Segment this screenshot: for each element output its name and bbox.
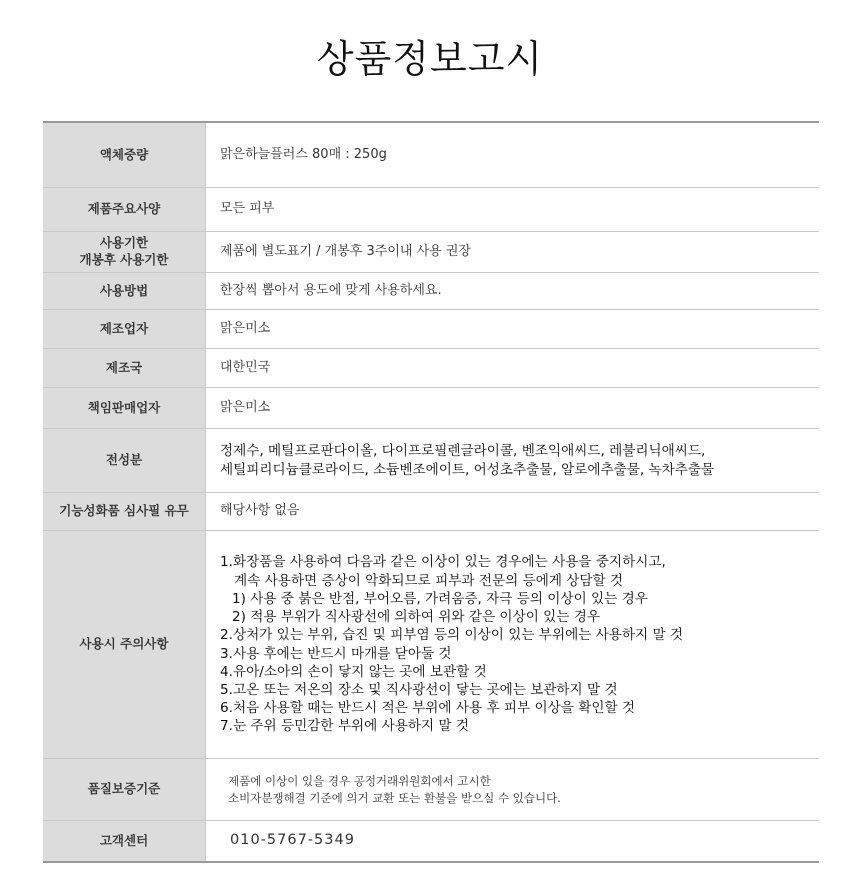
table-row <box>43 188 819 232</box>
ingredient-line: 정제수, 메틸프로판다이올, 다이프로필렌글라이콜, 벤조익애씨드, 레불리닉애씨드, <box>220 443 706 460</box>
guarantee-line: 소비자분쟁해결 기준에 의거 교환 또는 환불을 받으실 수 있습니다. <box>228 790 561 805</box>
row-label: 전성분 <box>43 429 206 492</box>
row-label: 제조국 <box>43 349 206 387</box>
row-value <box>206 759 819 820</box>
row-label: 책임판매업자 <box>43 388 206 428</box>
page-title: 상품정보고시 <box>316 37 544 81</box>
row-label: 사용방법 <box>43 273 206 309</box>
row-value: 맑은미소 <box>220 320 271 336</box>
caution-line: 4.유아/소아의 손이 닿지 않는 곳에 보관할 것 <box>220 663 487 680</box>
table-row <box>43 493 819 531</box>
row-label-line: 사용기한 <box>99 235 149 251</box>
caution-line: 5.고온 또는 저온의 장소 및 직사광선이 닿는 곳에는 보관하지 말 것 <box>220 681 618 698</box>
table-row <box>43 429 819 493</box>
row-value: 제품에 별도표기 / 개봉후 3주이내 사용 권장 <box>220 243 471 259</box>
row-value: 맑은미소 <box>220 399 271 415</box>
row-label: 제품주요사양 <box>43 188 206 231</box>
table-row <box>43 531 819 759</box>
table-row <box>43 821 819 863</box>
caution-line: 3.사용 후에는 반드시 마개를 닫아둘 것 <box>220 645 452 662</box>
table-row <box>43 232 819 273</box>
row-value: 모든 피부 <box>220 201 275 217</box>
table-row <box>43 310 819 349</box>
row-label: 액체중량 <box>43 123 206 187</box>
caution-line: 1) 사용 중 붉은 반점, 부어오름, 가려움증, 자극 등의 이상이 있는 경우 <box>232 590 648 607</box>
row-value: 맑은하늘플러스 80매 : 250g <box>220 146 387 162</box>
row-label <box>43 232 206 272</box>
table-row <box>43 123 819 188</box>
product-info-table <box>43 121 819 863</box>
caution-line: 6.처음 사용할 때는 반드시 적은 부위에 사용 후 피부 이상을 확인할 것 <box>220 700 636 717</box>
ingredient-line: 세틸피리디늄클로라이드, 소듐벤조에이트, 어성초추출물, 알로에추출물, 녹차추출물 <box>220 461 715 478</box>
row-value <box>206 429 819 492</box>
table-row <box>43 759 819 821</box>
guarantee-line: 제품에 이상이 있을 경우 공정거래위원회에서 고시한 <box>228 773 491 788</box>
table-row <box>43 349 819 388</box>
row-value: 한장씩 뽑아서 용도에 맞게 사용하세요. <box>220 282 442 298</box>
row-label: 품질보증기준 <box>43 759 206 820</box>
table-row <box>43 388 819 429</box>
row-label: 제조업자 <box>43 310 206 348</box>
row-value: 대한민국 <box>220 359 271 375</box>
row-label-line: 개봉후 사용기한 <box>79 252 169 267</box>
caution-line: 2) 적용 부위가 직사광선에 의하여 위와 같은 이상이 있는 경우 <box>232 609 600 626</box>
row-label: 사용시 주의사항 <box>43 531 206 758</box>
table-row <box>43 273 819 310</box>
caution-line: 7.눈 주위 등민감한 부위에 사용하지 말 것 <box>220 718 469 735</box>
caution-line: 계속 사용하면 증상이 악화되므로 피부과 전문의 등에게 상담할 것 <box>234 572 624 589</box>
row-value <box>206 531 819 758</box>
row-value: 해당사항 없음 <box>220 503 300 519</box>
caution-line: 1.화장품을 사용하여 다음과 같은 이상이 있는 경우에는 사용을 중지하시고, <box>220 554 666 571</box>
row-label: 기능성화품 심사필 유무 <box>43 493 206 530</box>
customer-center-phone: 010-5767-5349 <box>230 832 355 849</box>
row-label: 고객센터 <box>43 821 206 861</box>
caution-line: 2.상처가 있는 부위, 습진 및 피부염 등의 이상이 있는 부위에는 사용하지 말 것 <box>220 627 684 644</box>
